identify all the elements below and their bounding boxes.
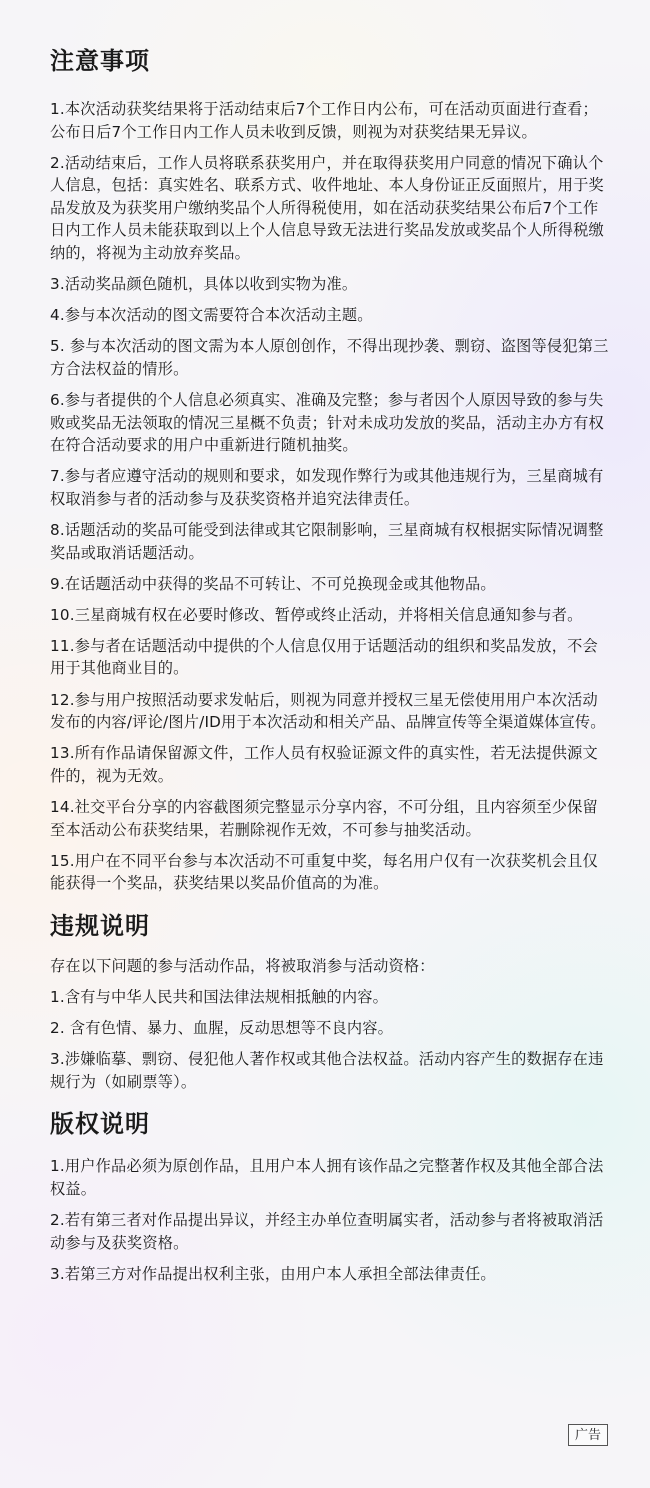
notice-item-12: 12.参与用户按照活动要求发帖后，则视为同意并授权三星无偿使用用户本次活动发布的内容/评论/图片/ID用于本次活动和相关产品、品牌宣传等全渠道媒体宣传。: [50, 690, 606, 732]
notice-title: 注意事项: [50, 47, 150, 75]
notice-item-1: 1.本次活动获奖结果将于活动结束后7个工作日内公布，可在活动页面进行查看；公布日后7个工作日内工作人员未收到反馈，则视为对获奖结果无异议。: [50, 100, 598, 141]
copyright-section: [50, 1107, 610, 1285]
notice-section: [50, 44, 610, 895]
rules-content: [50, 44, 610, 1294]
notice-item-8: 8.话题活动的奖品可能受到法律或其它限制影响，三星商城有权根据实际情况调整奖品或取消话题活动。: [50, 521, 604, 562]
violation-section: [50, 909, 610, 1093]
violation-item-3: 3.涉嫌临摹、剽窃、侵犯他人著作权或其他合法权益。活动内容产生的数据存在违规行为（如刷票等）。: [50, 1050, 604, 1091]
ad-badge[interactable]: 广告: [568, 1424, 608, 1446]
violation-intro: 存在以下问题的参与活动作品，将被取消参与活动资格：: [50, 956, 435, 975]
notice-item-11: 11.参与者在话题活动中提供的个人信息仅用于话题活动的组织和奖品发放，不会用于其他商业目的。: [50, 636, 598, 678]
notice-item-5: 5. 参与本次活动的图文需为本人原创创作，不得出现抄袭、剽窃、盗图等侵犯第三方合法权益的情形。: [50, 337, 609, 378]
notice-item-10: 10.三星商城有权在必要时修改、暂停或终止活动，并将相关信息通知参与者。: [50, 605, 583, 624]
violation-item-2: 2. 含有色情、暴力、血腥，反动思想等不良内容。: [50, 1019, 394, 1037]
notice-item-2: 2.活动结束后，工作人员将联系获奖用户，并在取得获奖用户同意的情况下确认个人信息，包括：真实姓名、联系方式、收件地址、本人身份证正反面照片，用于奖品发放及为获奖用户缴纳奖品个人所得税使用，如在活动获奖结果公布后7个工作日内工作人员未能获取到以上个人信息导致无法进行奖品发放或奖品个人所得税缴纳的，将视为主动放弃奖品。: [50, 153, 604, 263]
notice-item-7: 7.参与者应遵守活动的规则和要求，如发现作弊行为或其他违规行为，三星商城有权取消参与者的活动参与及获奖资格并追究法律责任。: [50, 467, 604, 508]
notice-item-4: 4.参与本次活动的图文需要符合本次活动主题。: [50, 306, 373, 325]
notice-item-13: 13.所有作品请保留源文件，工作人员有权验证源文件的真实性，若无法提供源文件的，视为无效。: [50, 744, 598, 785]
violation-item-1: 1.含有与中华人民共和国法律法规相抵触的内容。: [50, 987, 389, 1006]
copyright-item-3: 3.若第三方对作品提出权利主张，由用户本人承担全部法律责任。: [50, 1264, 496, 1283]
violation-title: 违规说明: [50, 911, 150, 940]
notice-item-14: 14.社交平台分享的内容截图须完整显示分享内容，不可分组，且内容须至少保留至本活动公布获奖结果，若删除视作无效，不可参与抽奖活动。: [50, 797, 598, 839]
notice-item-3: 3.活动奖品颜色随机，具体以收到实物为准。: [50, 275, 358, 294]
copyright-title: 版权说明: [50, 1110, 150, 1139]
notice-item-9: 9.在话题活动中获得的奖品不可转让、不可兑换现金或其他物品。: [50, 574, 496, 593]
copyright-item-1: 1.用户作品必须为原创作品，且用户本人拥有该作品之完整著作权及其他全部合法权益。: [50, 1157, 604, 1198]
notice-item-6: 6.参与者提供的个人信息必须真实、准确及完整；参与者因个人原因导致的参与失败或奖品无法领取的情况三星概不负责；针对未成功发放的奖品，活动主办方有权在符合活动要求的用户中重新进行随机抽奖。: [50, 391, 604, 455]
copyright-item-2: 2.若有第三者对作品提出异议，并经主办单位查明属实者，活动参与者将被取消活动参与及获奖资格。: [50, 1210, 604, 1252]
notice-item-15: 15.用户在不同平台参与本次活动不可重复中奖，每名用户仅有一次获奖机会且仅能获得一个奖品，获奖结果以奖品价值高的为准。: [50, 851, 598, 893]
